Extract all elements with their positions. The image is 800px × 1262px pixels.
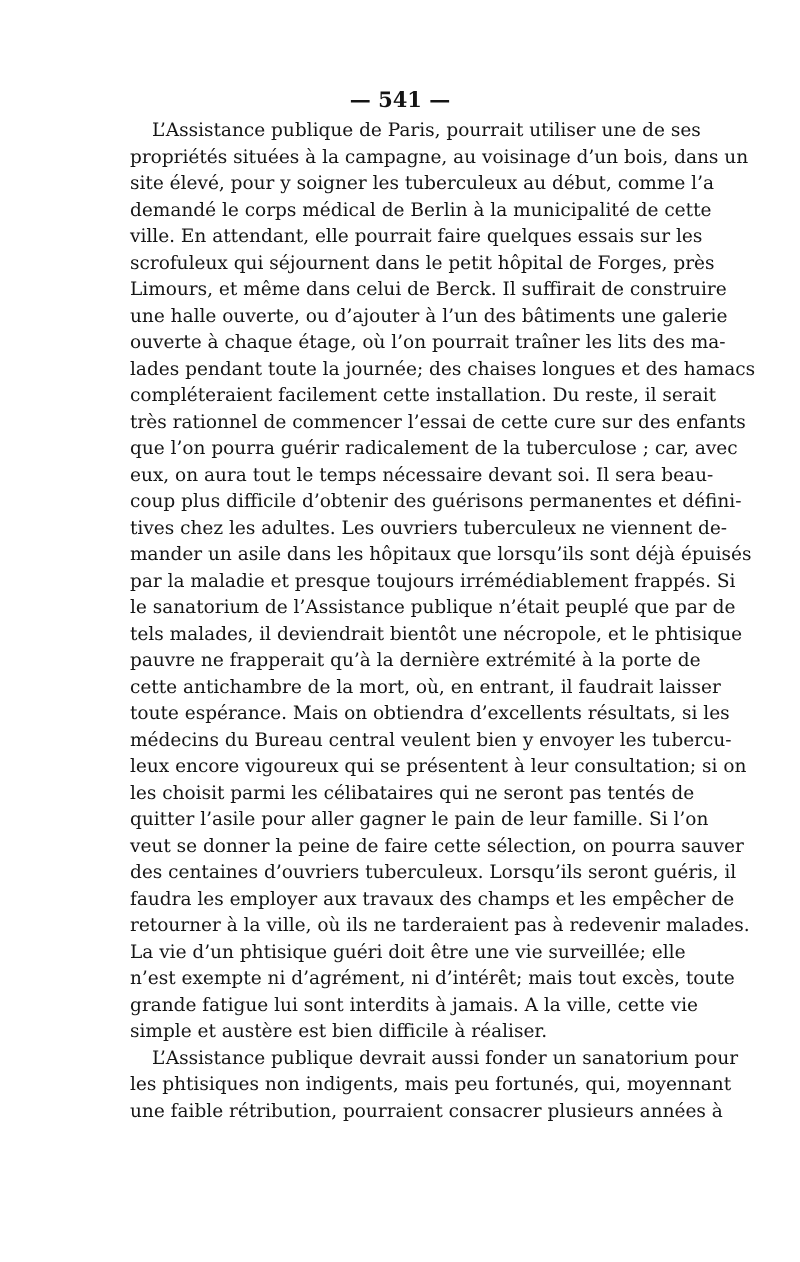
text-line: retourner à la ville, où ils ne tarderaient pas à redevenir malades. [130, 915, 750, 936]
text-line: L’Assistance publique devrait aussi fonder un sanatorium pour [152, 1047, 739, 1069]
text-line: une faible rétribution, pourraient consacrer plusieurs années à [130, 1100, 723, 1122]
text-line: très rationnel de commencer l’essai de cette cure sur des enfants [130, 411, 746, 433]
text-line: ouverte à chaque étage, où l’on pourrait traîner les lits des ma- [130, 332, 726, 353]
text-line: des centaines d’ouvriers tuberculeux. Lorsqu’ils seront guéris, il [130, 862, 737, 883]
text-line: n’est exempte ni d’agrément, ni d’intérêt; mais tout excès, toute [130, 968, 735, 989]
text-line: faudra les employer aux travaux des champs et les empêcher de [130, 888, 735, 910]
text-line: que l’on pourra guérir radicalement de la tuberculose ; car, avec [130, 438, 738, 459]
text-line: mander un asile dans les hôpitaux que lorsqu’ils sont déjà épuisés [130, 544, 752, 565]
text-line: les choisit parmi les célibataires qui ne seront pas tentés de [130, 782, 695, 804]
text-line: coup plus difficile d’obtenir des guérisons permanentes et défini- [130, 491, 742, 512]
text-line: veut se donner la peine de faire cette sélection, on pourra sauver [130, 835, 744, 857]
text-line: La vie d’un phtisique guéri doit être une vie surveillée; elle [130, 941, 686, 963]
text-line: lades pendant toute la journée; des chaises longues et des hamacs [130, 358, 756, 380]
text-line: pauvre ne frapperait qu’à la dernière extrémité à la porte de [130, 650, 701, 671]
text-line: quitter l’asile pour aller gagner le pain de leur famille. Si l’on [130, 809, 709, 830]
body-text [130, 118, 756, 1125]
text-line: les phtisiques non indigents, mais peu fortunés, qui, moyennant [130, 1074, 732, 1095]
text-line: tives chez les adultes. Les ouvriers tuberculeux ne viennent de- [130, 517, 728, 539]
text-line: site élevé, pour y soigner les tuberculeux au début, comme l’a [130, 173, 714, 194]
text-line: eux, on aura tout le temps nécessaire devant soi. Il sera beau- [130, 464, 714, 486]
text-line: demandé le corps médical de Berlin à la municipalité de cette [130, 199, 712, 221]
text-line: ville. En attendant, elle pourrait faire quelques essais sur les [130, 226, 703, 247]
text-line: grande fatigue lui sont interdits à jamais. A la ville, cette vie [130, 994, 698, 1016]
text-line: leux encore vigoureux qui se présentent à leur consultation; si on [130, 756, 747, 777]
text-line: cette antichambre de la mort, où, en entrant, il faudrait laisser [130, 676, 721, 698]
text-line: par la maladie et presque toujours irrémédiablement frappés. Si [130, 570, 736, 592]
text-line: le sanatorium de l’Assistance publique n’était peuplé que par de [130, 597, 736, 618]
text-line: toute espérance. Mais on obtiendra d’excellents résultats, si les [130, 703, 730, 724]
text-line: propriétés situées à la campagne, au voisinage d’un bois, dans un [130, 146, 749, 168]
text-line: une halle ouverte, ou d’ajouter à l’un des bâtiments une galerie [130, 305, 728, 327]
text-line: compléteraient facilement cette installation. Du reste, il serait [130, 385, 717, 406]
text-line: scrofuleux qui séjournent dans le petit hôpital de Forges, près [130, 252, 715, 274]
text-line: simple et austère est bien difficile à réaliser. [130, 1021, 548, 1042]
text-line: Limours, et même dans celui de Berck. Il suffirait de construire [130, 279, 727, 300]
page-number: — 541 — [349, 87, 451, 112]
text-line: L’Assistance publique de Paris, pourrait utiliser une de ses [152, 120, 701, 141]
text-line: médecins du Bureau central veulent bien y envoyer les tubercu- [130, 729, 732, 751]
text-line: tels malades, il deviendrait bientôt une nécropole, et le phtisique [130, 623, 743, 645]
